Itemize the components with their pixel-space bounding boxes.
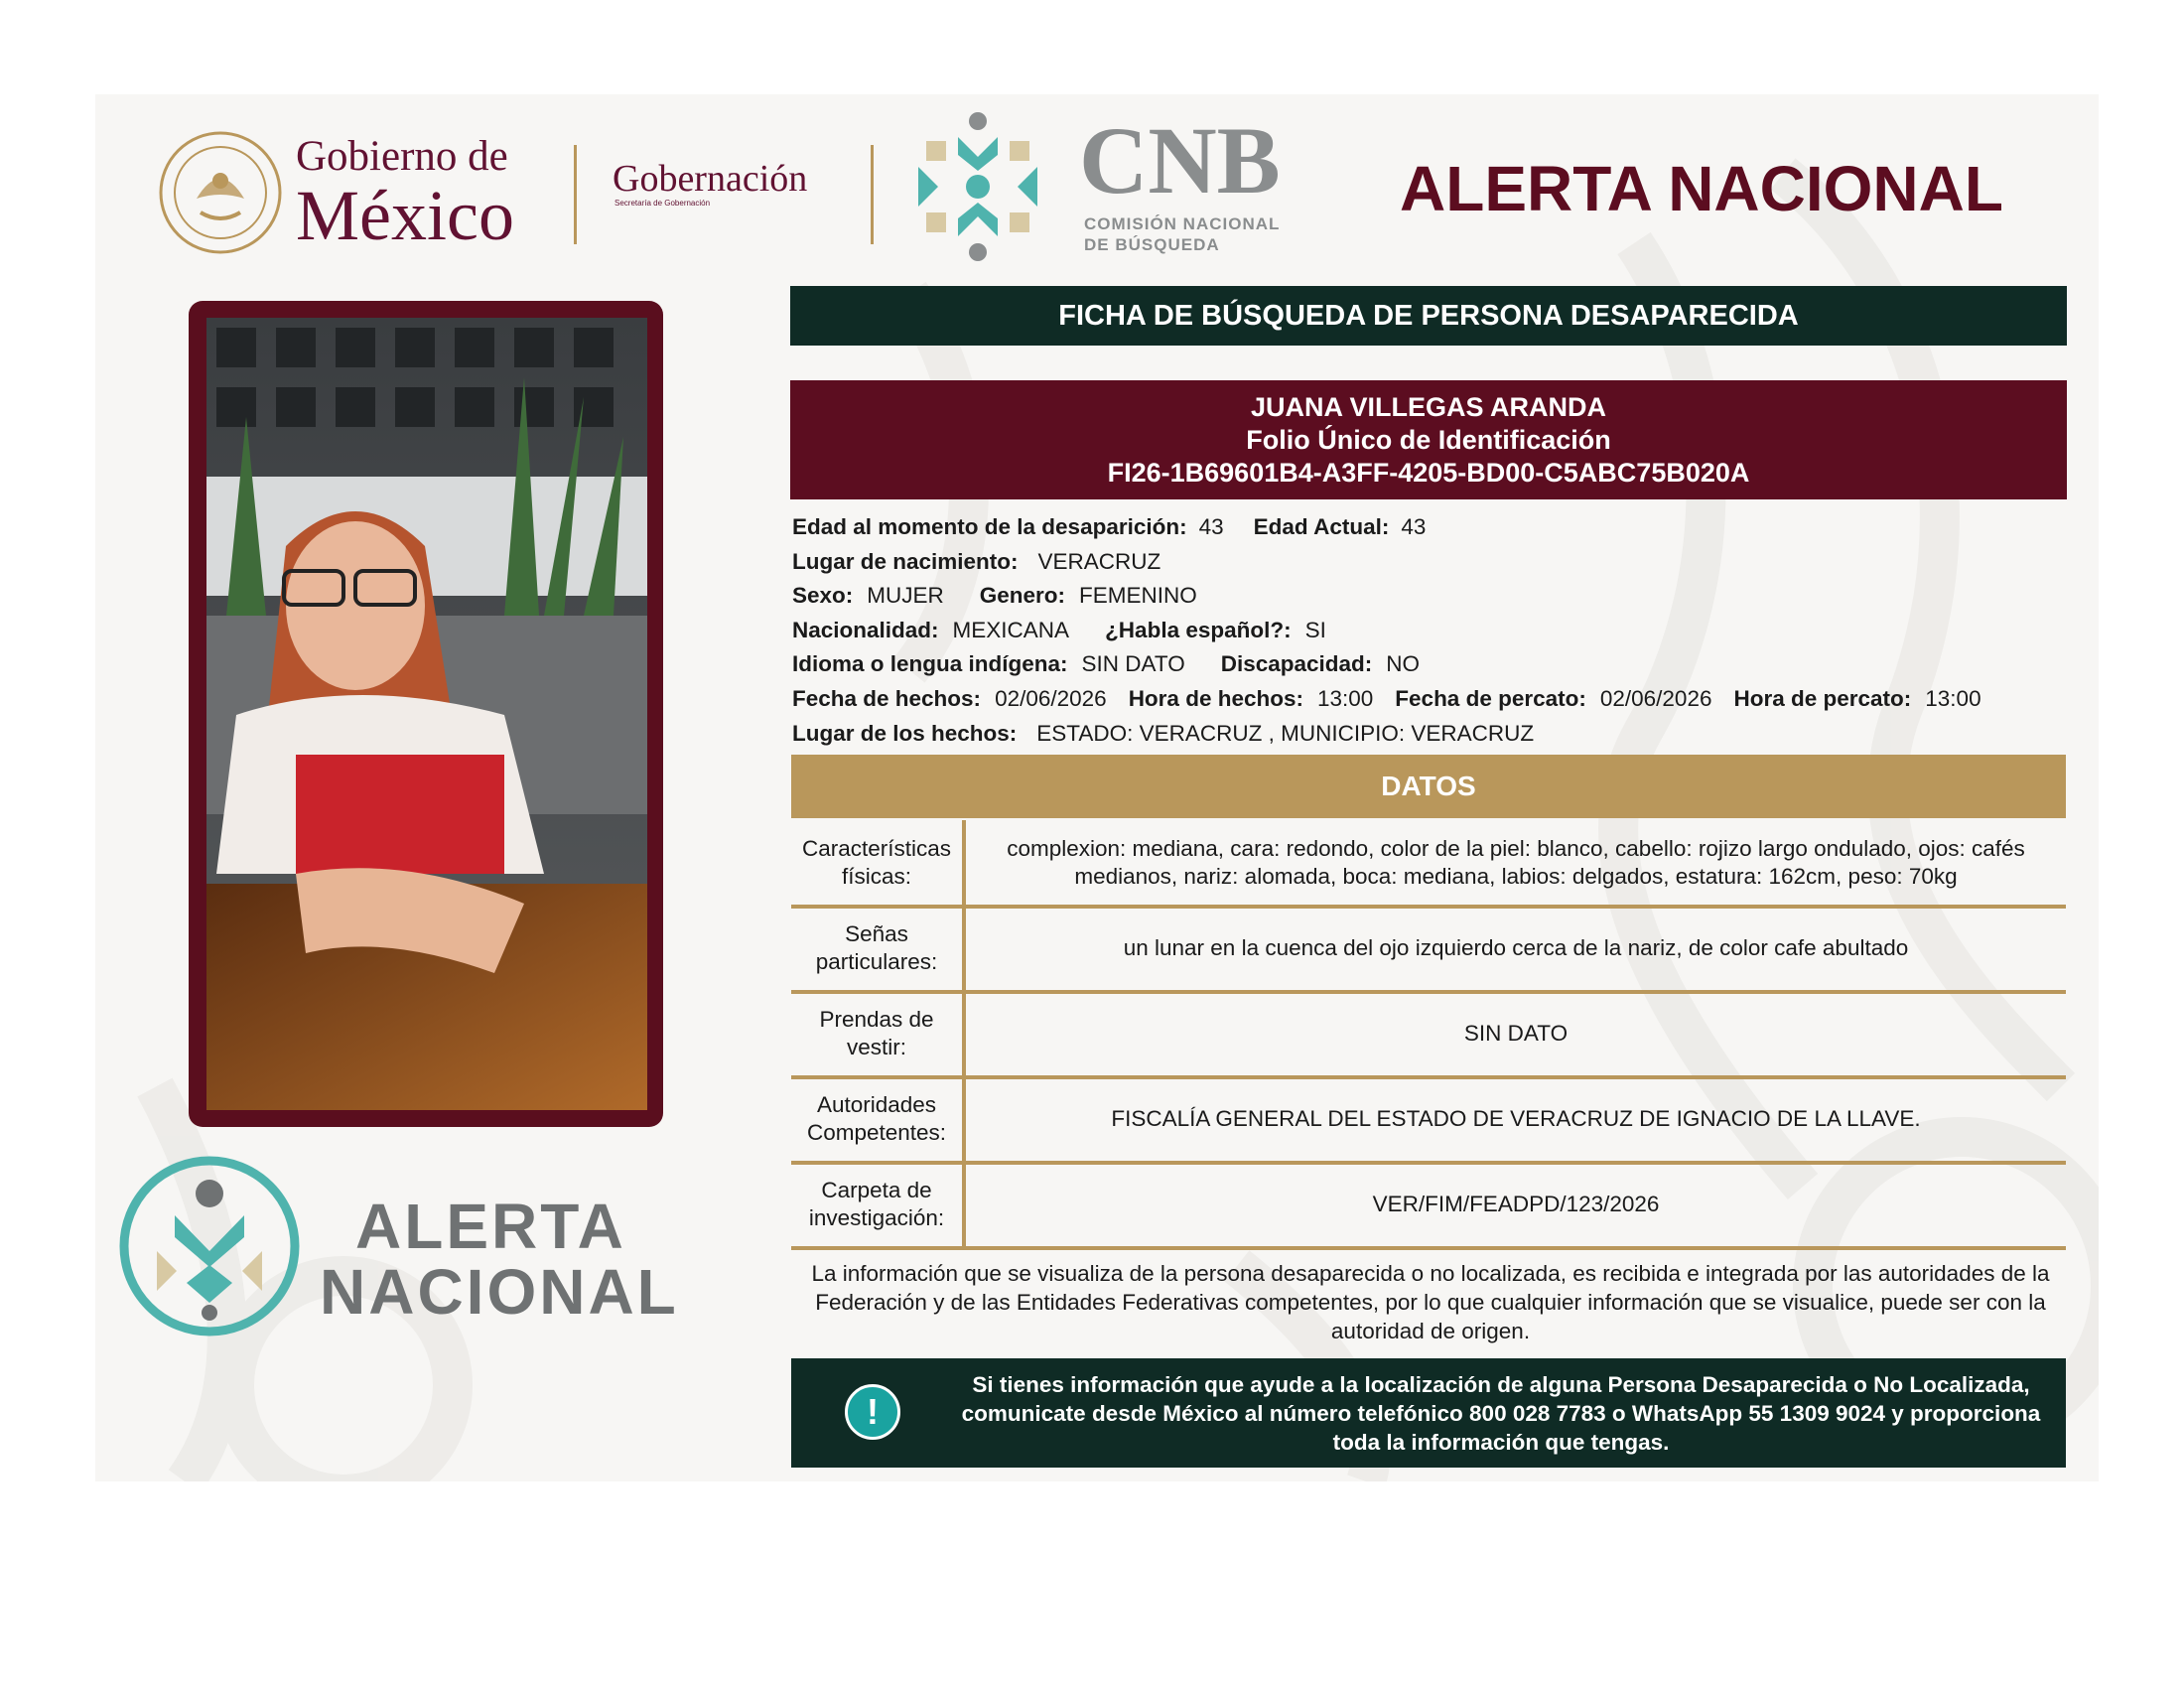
cnb-wordmark: CNB [1079, 107, 1281, 213]
missing-person-photo [206, 318, 647, 1110]
datos-row-value: VER/FIM/FEADPD/123/2026 [1372, 1191, 1660, 1216]
alerta-logo-line1: ALERTA [355, 1191, 626, 1262]
ficha-banner: FICHA DE BÚSQUEDA DE PERSONA DESAPARECIDA [790, 286, 2067, 346]
folio-label: Folio Único de Identificación [1246, 425, 1611, 455]
person-header [790, 380, 2067, 499]
contact-banner [791, 1358, 2066, 1468]
mexico-seal-icon [157, 129, 284, 256]
person-name: JUANA VILLEGAS ARANDA [1250, 392, 1606, 422]
header-divider [871, 145, 874, 244]
cnb-subtitle-line1: COMISIÓN NACIONAL [1084, 214, 1281, 233]
edad-actual-value: 43 [1401, 514, 1427, 539]
gobierno-line1: Gobierno de [296, 133, 508, 180]
fecha-percato-value: 02/06/2026 [1599, 686, 1712, 711]
hora-hechos-value: 13:00 [1316, 686, 1374, 711]
datos-row-value: complexion: mediana, cara: redondo, color de la piel: blanco, cabello: rojizo largo ondulado, ojos: cafés medianos, nariz: alomada, boca: mediana, labios: delgados, estatura: 162cm, peso: 70kg [1007, 835, 2025, 889]
sexo-value: MUJER [867, 583, 944, 608]
hora-hechos-label: Hora de hechos: [1128, 686, 1303, 711]
fecha-hechos-label: Fecha de hechos: [792, 686, 982, 711]
nacionalidad-value: MEXICANA [952, 618, 1070, 642]
genero-label: Genero: [979, 583, 1066, 608]
gobierno-de-mexico-logo [296, 133, 514, 255]
alerta-nacional-title: ALERTA NACIONAL [1400, 153, 2003, 224]
nacimiento-label: Lugar de nacimiento: [792, 549, 1019, 574]
datos-row-senas [791, 906, 2066, 994]
edad-desaparicion-value: 43 [1198, 514, 1224, 539]
discapacidad-label: Discapacidad: [1220, 651, 1373, 676]
info-row-edad [792, 512, 2073, 542]
discapacidad-value: NO [1386, 651, 1421, 676]
edad-actual-label: Edad Actual: [1253, 514, 1390, 539]
contact-text: Si tienes información que ayude a la localización de alguna Persona Desaparecida o No Localizada, comunicate desde México al número telefónico 800 028 7783 o WhatsApp 55 1309 9024 y proporciona toda la información que tengas. [961, 1372, 2041, 1455]
alerta-nacional-logo-text [320, 1191, 679, 1328]
info-row-idioma [792, 649, 2073, 679]
idioma-value: SIN DATO [1081, 651, 1185, 676]
cnb-subtitle [1084, 213, 1280, 255]
info-row-sexo [792, 581, 2073, 611]
header-divider [574, 145, 577, 244]
datos-row-value: un lunar en la cuenca del ojo izquierdo cerca de la nariz, de color cafe abultado [1123, 934, 1909, 960]
edad-desaparicion-label: Edad al momento de la desaparición: [792, 514, 1187, 539]
info-row-nacionalidad [792, 616, 2073, 645]
datos-row-carpeta [791, 1162, 2066, 1250]
datos-row-label: Características físicas: [791, 820, 966, 905]
datos-row-label: Prendas de vestir: [791, 991, 966, 1075]
datos-row-value: SIN DATO [1463, 1020, 1569, 1046]
espanol-value: SI [1304, 618, 1326, 642]
gobernacion-logo: Gobernación [613, 158, 808, 200]
datos-row-autoridades [791, 1076, 2066, 1165]
disclaimer-text: La información que se visualiza de la persona desaparecida o no localizada, es recibida e integrada por las autoridades de la Federación y de las Entidades Federativas competentes, por lo que cualquier información que se visualice, puede ser con la autoridad de origen. [811, 1261, 2050, 1343]
hora-percato-label: Hora de percato: [1733, 686, 1912, 711]
espanol-label: ¿Habla español?: [1105, 618, 1292, 642]
datos-row-value: FISCALÍA GENERAL DEL ESTADO DE VERACRUZ DE IGNACIO DE LA LLAVE. [1111, 1105, 1921, 1131]
lugar-hechos-value: ESTADO: VERACRUZ , MUNICIPIO: VERACRUZ [1036, 721, 1535, 746]
datos-row-caracteristicas [791, 820, 2066, 909]
alerta-logo-line2: NACIONAL [320, 1256, 679, 1328]
lugar-hechos-label: Lugar de los hechos: [792, 721, 1018, 746]
datos-row-label: Señas particulares: [791, 906, 966, 990]
folio-value: FI26-1B69601B4-A3FF-4205-BD00-C5ABC75B020A [1107, 458, 1750, 488]
nacionalidad-label: Nacionalidad: [792, 618, 939, 642]
info-row-lugar [792, 719, 2073, 749]
info-row-fechas [792, 684, 2073, 714]
exclamation-icon: ! [845, 1384, 900, 1440]
genero-value: FEMENINO [1079, 583, 1197, 608]
hora-percato-value: 13:00 [1925, 686, 1981, 711]
nacimiento-value: VERACRUZ [1037, 549, 1161, 574]
datos-row-label: Carpeta de investigación: [791, 1162, 966, 1246]
datos-row-label: Autoridades Competentes: [791, 1076, 966, 1161]
alerta-nacional-logo-icon [117, 1154, 302, 1338]
gobierno-line2: México [296, 176, 514, 255]
fecha-hechos-value: 02/06/2026 [995, 686, 1107, 711]
cnb-subtitle-line2: DE BÚSQUEDA [1084, 235, 1220, 254]
datos-row-prendas [791, 991, 2066, 1079]
datos-header: DATOS [791, 755, 2066, 818]
info-row-nacimiento [792, 547, 2073, 577]
idioma-label: Idioma o lengua indígena: [792, 651, 1068, 676]
sexo-label: Sexo: [792, 583, 854, 608]
gobernacion-subtitle: Secretaría de Gobernación [614, 199, 711, 208]
cnb-logo-icon [898, 107, 1057, 266]
fecha-percato-label: Fecha de percato: [1395, 686, 1586, 711]
